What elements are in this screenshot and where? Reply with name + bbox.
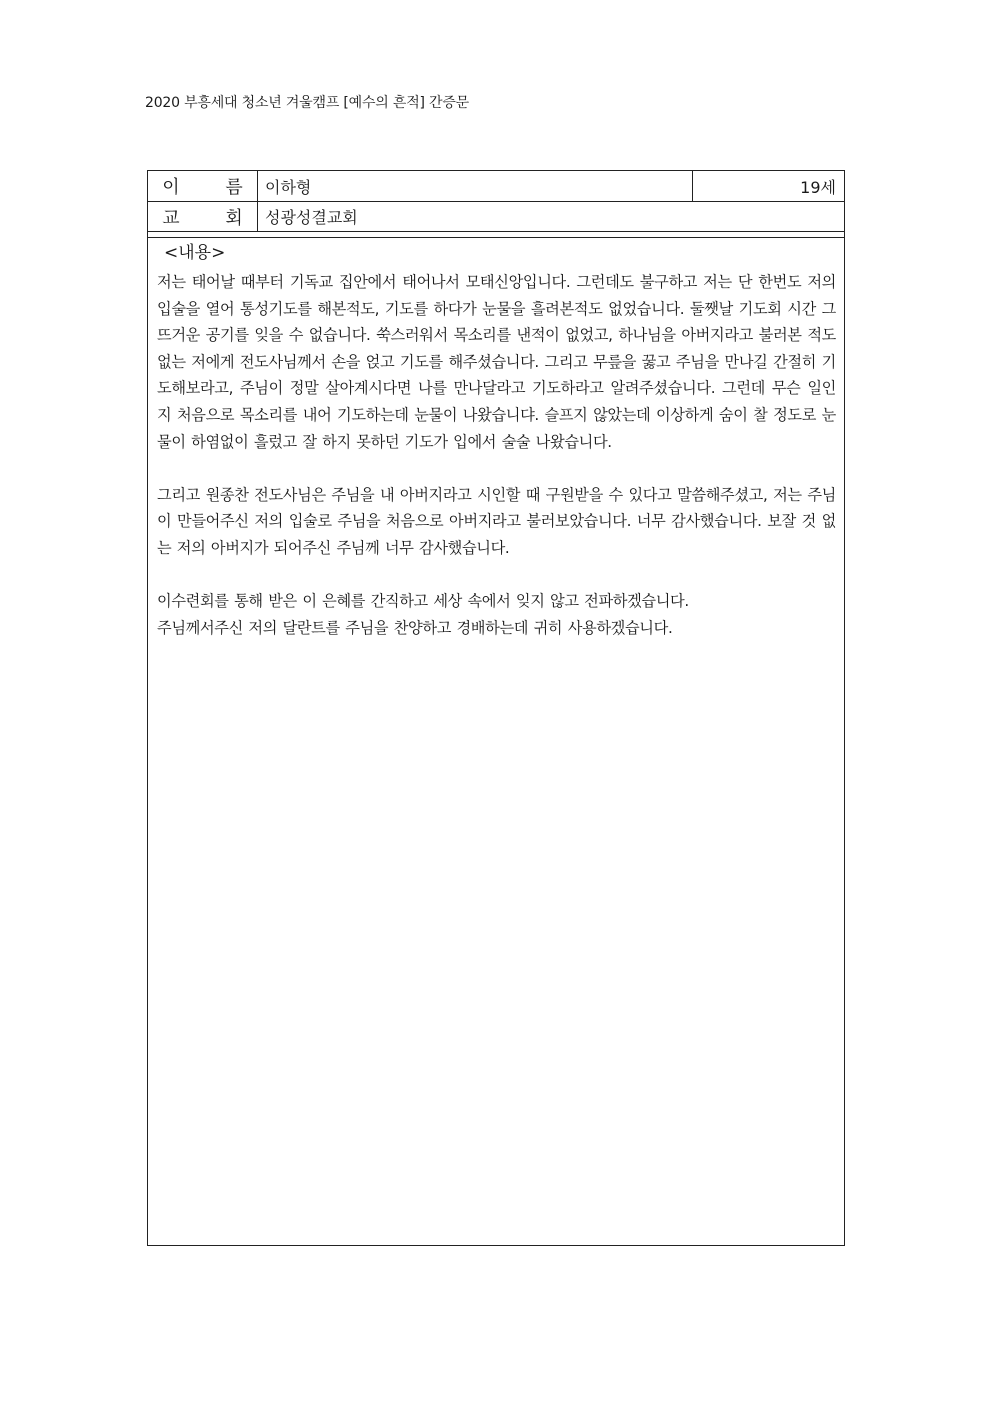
name-label: 이 름 xyxy=(148,171,258,201)
content-label: <내용> xyxy=(164,243,226,263)
paragraph-3: 이수련회를 통해 받은 이 은혜를 간직하고 세상 속에서 잊지 않고 전파하겠습니다. xyxy=(157,592,689,611)
name-row xyxy=(148,171,844,202)
church-row xyxy=(148,202,844,232)
separator-row xyxy=(148,232,844,238)
paragraph-2: 그리고 원종찬 전도사님은 주님을 내 아버지라고 시인할 때 구원받을 수 있다고 말씀해주셨고, 저는 주님이 만들어주신 저의 입술로 주님을 처음으로 아버지라고 불러보았습니다. 너무 감사했습니다. 보잘 것 없는 저의 아버지가 되어주신 주님께 너무 감사했습니다. xyxy=(157,485,836,557)
church-label: 교 회 xyxy=(148,202,258,231)
document-title: 2020 부흥세대 청소년 겨울캠프 [예수의 흔적] 간증문 xyxy=(145,95,470,111)
church-value: 성광성결교회 xyxy=(265,208,358,227)
age-value: 19세 xyxy=(800,177,836,197)
paragraph-1: 저는 태어날 때부터 기독교 집안에서 태어나서 모태신앙입니다. 그런데도 불구하고 저는 단 한번도 저의 입술을 열어 통성기도를 해본적도, 기도를 하다가 눈물을 흘려본적도 없었습니다. 둘쨋날 기도회 시간 그 뜨거운 공기를 잊을 수 없습니다. 쑥스러워서 목소리를 낸적이 없었고, 하나님을 아버지라고 불러본 적도 없는 저에게 전도사님께서 손을 얹고 기도를 해주셨습니다. 그리고 무릎을 꿇고 주님을 만나길 간절히 기도해보라고, 주님이 정말 살아계시다면 나를 만나달라고 기도하라고 알려주셨습니다. 그런데 무슨 일인지 처음으로 목소리를 내어 기도하는데 눈물이 나왔습니댜. 슬프지 않았는데 이상하게 숨이 찰 정도로 눈물이 하염없이 흘렀고 잘 하지 못하던 기도가 입에서 술술 나왔습니다. xyxy=(157,273,836,451)
paragraph-4: 주님께서주신 저의 달란트를 주님을 찬양하고 경배하는데 귀히 사용하겠습니다. xyxy=(157,618,673,637)
name-value: 이하형 xyxy=(258,171,693,201)
content-body xyxy=(157,269,836,641)
testimony-form xyxy=(147,170,845,1246)
